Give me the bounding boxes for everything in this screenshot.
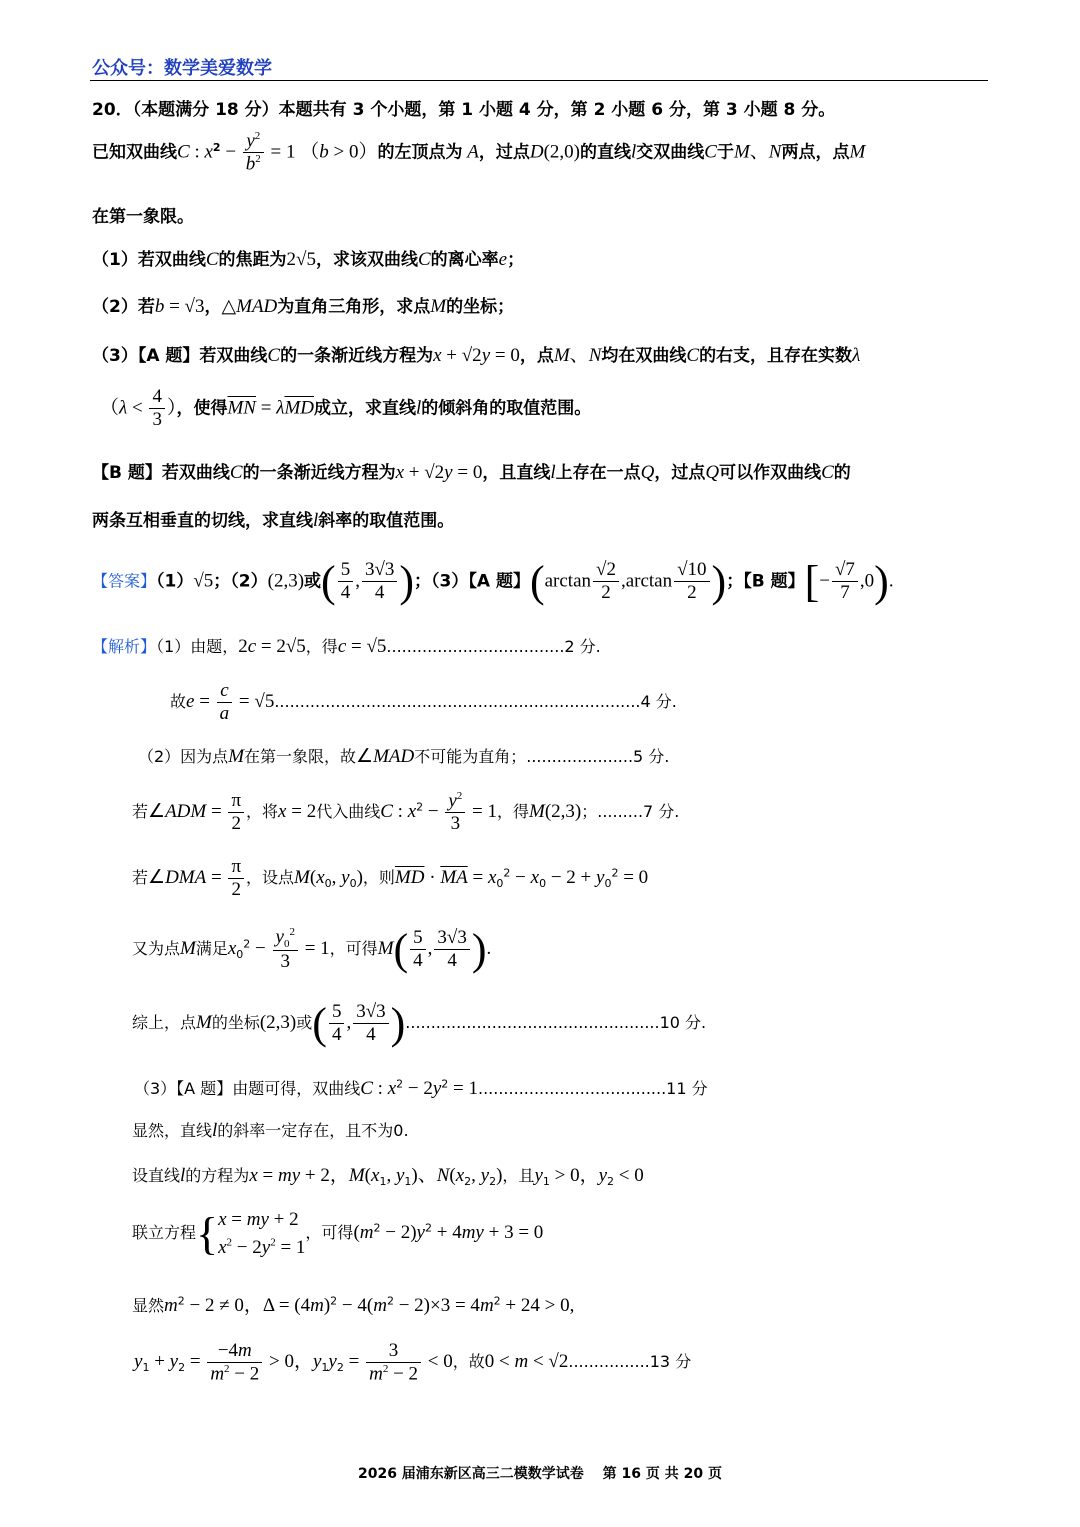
solution-tag: 【解析】 [92,637,157,656]
solution-line-9: 显然，直线l的斜率一定存在，且不为0. [132,1120,409,1141]
solution-line-10: 设直线l的方程为x = my + 2，$M(x_1$, $y_1$)、$N(x_2$, $y_2$)，且$y_1 > 0$，$y_2 < 0$ [132,1165,644,1189]
problem-stem: 已知双曲线C : $x^2$ − $\frac{y^2}{b^2}$ = 1 （b > 0）的左顶点为 A，过点D(2,0)的直线l交双曲线C于M、N两点，点M [92,130,866,175]
solution-line-4: 若∠ADM = $\frac{\pi}{2}$ ，将x = 2代入曲线C : $x^2$ − $\frac{y^2}{3}$ = 1，得M(2,3)；.........7 分. [132,790,680,835]
answer-tag: 【答案】 [92,571,157,591]
solution-line-2: 故e = $\frac{c}{a}$ = √5........................................................................4 分. [170,680,677,724]
page-footer: 2026 届浦东新区高三二模数学试卷 第 16 页 共 20 页 [357,1466,723,1482]
solution-line-3: （2）因为点M在第一象限，故∠MAD不可能为直角；.....................5 分. [138,746,670,767]
part-3b-cont: 两条互相垂直的切线，求直线l斜率的取值范围。 [92,510,455,531]
header-rule [90,80,988,81]
solution-line-5: 若∠DMA = $\frac{\pi}{2}$ ，设点$M(x_0$, $y_0$)，则$\overline{MD} \cdot \overline{MA} = x_0^2 - x_0 - 2 + y_0^2 = 0$ [132,856,649,900]
part-3b: 【B 题】若双曲线C的一条渐近线方程为x + √2y = 0，且直线l上存在一点Q，过点Q可以作双曲线C的 [92,462,851,483]
problem-stem-end: 在第一象限。 [92,207,194,227]
solution-line-13: $y_1 + y_2$ = $\frac{-4m}{m^2 - 2}$ > 0，$y_1y_2$ = $\frac{3}{m^2 - 2}$ < 0，故0 < m < √2................13 分 [134,1340,692,1385]
part-1: （1）若双曲线C的焦距为2√5，求该双曲线C的离心率e； [92,249,525,270]
solution-line-12: 显然$m^2 - 2 \ne 0$，$\Delta = (4m)^2 - 4(m^2 - 2)\times 3 = 4m^2 + 24 > 0$, [132,1294,575,1316]
solution-line-7: 综上，点M的坐标(2,3)或( $\frac{5}{4}$ , $\frac{3√3}{4}$ )..................................................10 分. [132,999,707,1048]
part-3a: （3）【A 题】若双曲线C的一条渐近线方程为x + √2y = 0，点M、N均在双曲线C的右支，且存在实数λ [92,345,861,366]
header-title: 公众号：数学美爱数学 [92,58,272,79]
problem-number-line: 20．（本题满分 18 分）本题共有 3 个小题，第 1 小题 4 分，第 2 小题 6 分，第 3 小题 8 分。 [92,100,836,120]
part-2: （2）若b = √3，△MAD为直角三角形，求点M的坐标； [92,296,515,317]
solution-line-8: （3）【A 题】由题可得，双曲线C : $x^2 - 2y^2 = 1.....................................11$ 分 [134,1077,708,1099]
solution-line-11: 联立方程{ x = my + 2 $x^2 - 2y^2 = 1$ ，可得$(m^2 - 2)y^2 + 4my + 3 = 0$ [132,1208,544,1260]
answer-line: 【答案】（1）√5；（2）(2,3)或( $\frac{5}{4}$ , $\frac{3√3}{4}$ )；（3）【A 题】(arctan $\frac{√2}{2}$ ,arctan $\frac{√10}{2}$ )；【B 题】[− $\frac{√7}{7}$ ,0). [92,557,894,606]
solution-line-6: 又为点M满足$x_0^2$ − $\frac{y_0^2}{3}$ = 1，可得M( $\frac{5}{4}$ , $\frac{3√3}{4}$ ). [132,925,492,974]
solution-line-1: 【解析】（1）由题，2c = 2√5，得c = √5...................................2 分. [92,636,601,657]
part-3a-cont: （λ < $\frac{4}{3}$ ），使得$\overline{MN} = \lambda\overline{MD}$成立，求直线l的倾斜角的取值范围。 [100,386,592,430]
